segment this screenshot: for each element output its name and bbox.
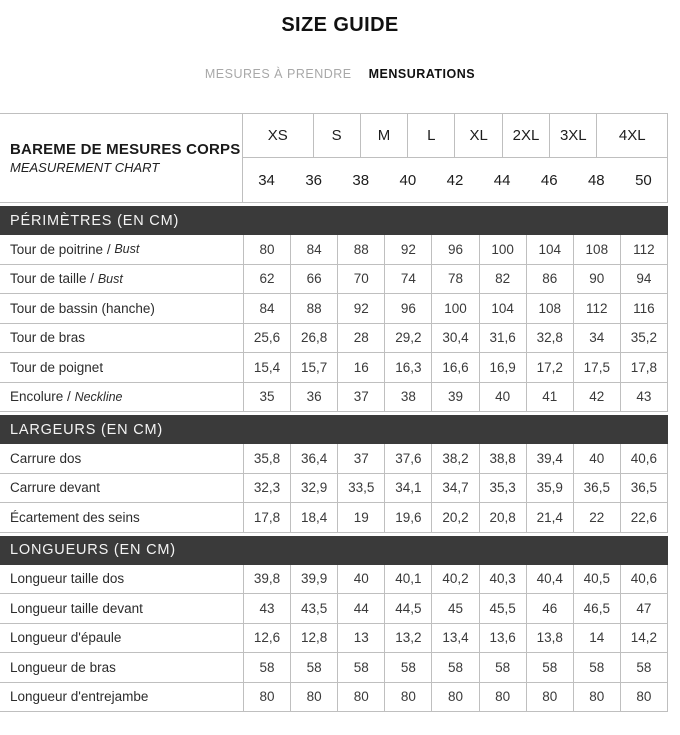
value-cell: 41 [526,383,573,412]
value-cell: 39,4 [526,444,573,473]
value-cell: 88 [337,235,384,264]
value-cell: 16,6 [431,353,478,382]
value-cell: 17,2 [526,353,573,382]
table-row [0,265,668,295]
value-cell: 84 [243,294,290,323]
value-cell: 86 [526,265,573,294]
table-row [0,503,668,533]
value-cell: 12,8 [290,624,337,653]
value-cell: 43,5 [290,594,337,623]
value-cell: 43 [620,383,667,412]
value-cell: 22,6 [620,503,667,532]
value-cell: 12,6 [243,624,290,653]
value-cell: 37 [337,444,384,473]
value-cell: 100 [479,235,526,264]
value-cell: 44 [337,594,384,623]
size-col-xl: XL [455,114,502,157]
tabs [0,67,680,81]
numeric-size-50: 50 [635,171,652,189]
value-cell: 62 [243,265,290,294]
value-cell: 80 [243,683,290,712]
value-cell: 58 [479,653,526,682]
value-cell: 36,4 [290,444,337,473]
row-label: Écartement des seins [10,509,140,525]
table-row [0,594,668,624]
row-label: Longueur taille devant [10,600,143,616]
value-cell: 40,1 [384,565,431,594]
value-cell: 16,3 [384,353,431,382]
row-label: Tour de taille / Bust [10,271,123,287]
value-cell: 32,9 [290,474,337,503]
size-col-m: M [361,114,408,157]
value-cell: 112 [573,294,620,323]
row-label: Longueur taille dos [10,571,125,587]
size-col-3xl: 3XL [550,114,597,157]
value-cell: 25,6 [243,324,290,353]
value-cell: 94 [620,265,667,294]
value-cell: 84 [290,235,337,264]
value-cell: 40 [479,383,526,412]
value-cell: 80 [620,683,667,712]
value-cell: 19 [337,503,384,532]
value-cell: 14 [573,624,620,653]
row-label: Carrure devant [10,480,101,496]
value-cell: 46,5 [573,594,620,623]
value-cell: 45 [431,594,478,623]
value-cell: 58 [384,653,431,682]
tab-mensurations[interactable]: MENSURATIONS [368,67,476,81]
numeric-size-44: 44 [493,171,511,189]
tab-mesures-a-prendre[interactable]: MESURES À PRENDRE [204,67,352,81]
size-col-2xl: 2XL [503,114,550,157]
table-row [0,294,668,324]
value-cell: 15,4 [243,353,290,382]
value-cell: 40,2 [431,565,478,594]
value-cell: 80 [431,683,478,712]
value-cell: 80 [526,683,573,712]
numeric-sizes-row [243,158,667,202]
value-cell: 58 [290,653,337,682]
value-cell: 13,4 [431,624,478,653]
value-cell: 39,9 [290,565,337,594]
value-cell: 88 [290,294,337,323]
value-cell: 35 [243,383,290,412]
value-cell: 74 [384,265,431,294]
value-cell: 28 [337,324,384,353]
value-cell: 104 [526,235,573,264]
section-heading: PÉRIMÈTRES (EN CM) [0,206,668,235]
table-row [0,444,668,474]
table-row [0,565,668,595]
value-cell: 14,2 [620,624,667,653]
numeric-size-46: 46 [540,171,558,189]
value-cell: 34,7 [431,474,478,503]
value-cell: 19,6 [384,503,431,532]
value-cell: 38,8 [479,444,526,473]
value-cell: 34,1 [384,474,431,503]
value-cell: 15,7 [290,353,337,382]
value-cell: 21,4 [526,503,573,532]
numeric-size-42: 42 [446,171,464,189]
value-cell: 38,2 [431,444,478,473]
row-label-english: Bust [114,242,140,257]
value-cell: 80 [337,683,384,712]
value-cell: 78 [431,265,478,294]
value-cell: 34 [573,324,620,353]
value-cell: 108 [526,294,573,323]
value-cell: 40 [573,444,620,473]
size-col-xs: XS [243,114,314,157]
value-cell: 116 [620,294,667,323]
value-cell: 58 [526,653,573,682]
value-cell: 16 [337,353,384,382]
row-label: Longueur d'épaule [10,630,122,646]
value-cell: 13 [337,624,384,653]
row-label: Tour de bassin (hanche) [10,300,155,316]
value-cell: 31,6 [479,324,526,353]
row-label: Longueur de bras [10,659,116,675]
value-cell: 104 [479,294,526,323]
value-cell: 58 [243,653,290,682]
table-row [0,624,668,654]
value-cell: 36 [290,383,337,412]
value-cell: 38 [384,383,431,412]
value-cell: 82 [479,265,526,294]
value-cell: 90 [573,265,620,294]
value-cell: 58 [573,653,620,682]
page-title: SIZE GUIDE [281,14,399,36]
table-row [0,235,668,265]
value-cell: 92 [337,294,384,323]
numeric-size-48: 48 [587,171,605,189]
corner-title: BAREME DE MESURES CORPS [10,141,241,158]
row-label: Tour de bras [10,330,86,346]
corner-subtitle: MEASUREMENT CHART [10,160,160,175]
value-cell: 35,8 [243,444,290,473]
table-row [0,353,668,383]
value-cell: 100 [431,294,478,323]
row-label: Longueur d'entrejambe [10,689,149,705]
value-cell: 13,2 [384,624,431,653]
numeric-size-36: 36 [305,171,322,189]
value-cell: 39 [431,383,478,412]
table-row [0,324,668,354]
value-cell: 42 [573,383,620,412]
value-cell: 20,2 [431,503,478,532]
value-cell: 16,9 [479,353,526,382]
value-cell: 112 [620,235,667,264]
value-cell: 44,5 [384,594,431,623]
value-cell: 40,6 [620,444,667,473]
value-cell: 17,5 [573,353,620,382]
numeric-size-38: 38 [352,171,370,189]
value-cell: 80 [573,683,620,712]
row-label-english: Bust [97,271,123,286]
table-header-right [243,114,667,202]
value-cell: 80 [384,683,431,712]
value-cell: 36,5 [573,474,620,503]
value-cell: 36,5 [620,474,667,503]
sizes-row [243,114,667,158]
value-cell: 43 [243,594,290,623]
value-cell: 37 [337,383,384,412]
value-cell: 37,6 [384,444,431,473]
table-row [0,383,668,413]
row-label: Tour de poignet [10,359,104,375]
table-corner-cell [0,114,243,202]
value-cell: 26,8 [290,324,337,353]
value-cell: 58 [431,653,478,682]
size-col-s: S [314,114,361,157]
value-cell: 39,8 [243,565,290,594]
value-cell: 32,3 [243,474,290,503]
value-cell: 40,4 [526,565,573,594]
value-cell: 40,6 [620,565,667,594]
size-table [0,113,668,712]
value-cell: 33,5 [337,474,384,503]
value-cell: 47 [620,594,667,623]
table-row [0,474,668,504]
value-cell: 96 [384,294,431,323]
row-label: Tour de poitrine / Bust [10,241,140,257]
table-row [0,653,668,683]
table-body [0,206,668,712]
value-cell: 46 [526,594,573,623]
numeric-size-40: 40 [399,171,417,189]
value-cell: 40 [337,565,384,594]
value-cell: 13,8 [526,624,573,653]
value-cell: 40,5 [573,565,620,594]
value-cell: 35,9 [526,474,573,503]
value-cell: 13,6 [479,624,526,653]
table-row [0,683,668,713]
value-cell: 80 [479,683,526,712]
value-cell: 17,8 [620,353,667,382]
value-cell: 58 [337,653,384,682]
value-cell: 58 [620,653,667,682]
value-cell: 35,2 [620,324,667,353]
value-cell: 30,4 [431,324,478,353]
value-cell: 29,2 [384,324,431,353]
size-col-4xl: 4XL [618,127,646,144]
value-cell: 17,8 [243,503,290,532]
value-cell: 40,3 [479,565,526,594]
value-cell: 35,3 [479,474,526,503]
value-cell: 80 [290,683,337,712]
value-cell: 70 [337,265,384,294]
section-heading: LONGUEURS (EN CM) [0,536,668,565]
value-cell: 45,5 [479,594,526,623]
table-header [0,113,668,203]
value-cell: 92 [384,235,431,264]
value-cell: 22 [573,503,620,532]
row-label: Carrure dos [10,450,82,466]
row-label: Encolure / Neckline [10,389,123,405]
section-heading: LARGEURS (EN CM) [0,415,668,444]
value-cell: 96 [431,235,478,264]
row-label-english: Neckline [74,389,123,404]
numeric-size-34: 34 [258,171,275,189]
value-cell: 18,4 [290,503,337,532]
value-cell: 20,8 [479,503,526,532]
value-cell: 80 [243,235,290,264]
value-cell: 66 [290,265,337,294]
size-col-l: L [408,114,455,157]
value-cell: 32,8 [526,324,573,353]
value-cell: 108 [573,235,620,264]
